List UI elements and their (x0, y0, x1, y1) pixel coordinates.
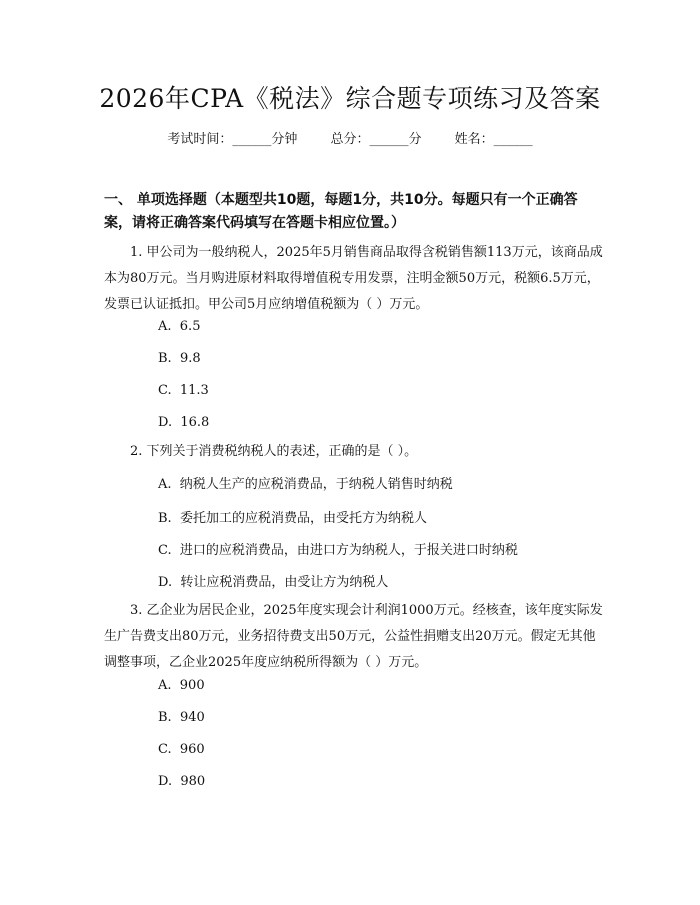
question-3-option-a: A. 900 (158, 678, 205, 693)
page-title: 2026年CPA《税法》综合题专项练习及答案 (99, 84, 601, 113)
question-2-stem: 2. 下列关于消费税纳税人的表述，正确的是（ ）。 (130, 444, 418, 459)
total-score-field: 总分：______分 (330, 132, 422, 147)
question-3-stem: 3. 乙企业为居民企业，2025年度实现会计利润1000万元。经核查，该年度实际发生广告费支出80万元，业务招待费支出50万元，公益性捐赠支出20万元。假定无其他调整事项，乙企业2025年度应纳税所得额为（ ）万元。 (104, 603, 603, 670)
question-1-option-b: B. 9.8 (158, 351, 201, 366)
question-3-option-c: C. 960 (158, 742, 205, 757)
question-1-stem: 1. 甲公司为一般纳税人，2025年5月销售商品取得含税销售额113万元，该商品成本为80万元。当月购进原材料取得增值税专用发票，注明金额50万元，税额6.5万元，发票已认证抵扣。甲公司5月应纳增值税额为（ ）万元。 (104, 245, 603, 312)
exam-meta (0, 130, 700, 150)
exam-time-field: 考试时间：______分钟 (167, 132, 298, 147)
question-1-option-c: C. 11.3 (158, 383, 209, 398)
question-2-option-a: A. 纳税人生产的应税消费品，于纳税人销售时纳税 (158, 477, 453, 492)
question-3-option-b: B. 940 (158, 710, 205, 725)
question-2-option-c: C. 进口的应税消费品，由进口方为纳税人，于报关进口时纳税 (158, 543, 518, 558)
question-2-option-d: D. 转让应税消费品，由受让方为纳税人 (158, 575, 389, 590)
question-3-option-d: D. 980 (158, 774, 206, 789)
name-field: 姓名：______ (454, 132, 533, 147)
question-1-option-a: A. 6.5 (158, 319, 201, 334)
question-2-option-b: B. 委托加工的应税消费品，由受托方为纳税人 (158, 511, 427, 526)
question-1-option-d: D. 16.8 (158, 415, 210, 430)
section-heading: 一、 单项选择题（本题型共10题，每题1分，共10分。每题只有一个正确答案，请将正确答案代码填写在答题卡相应位置。） (104, 192, 578, 231)
